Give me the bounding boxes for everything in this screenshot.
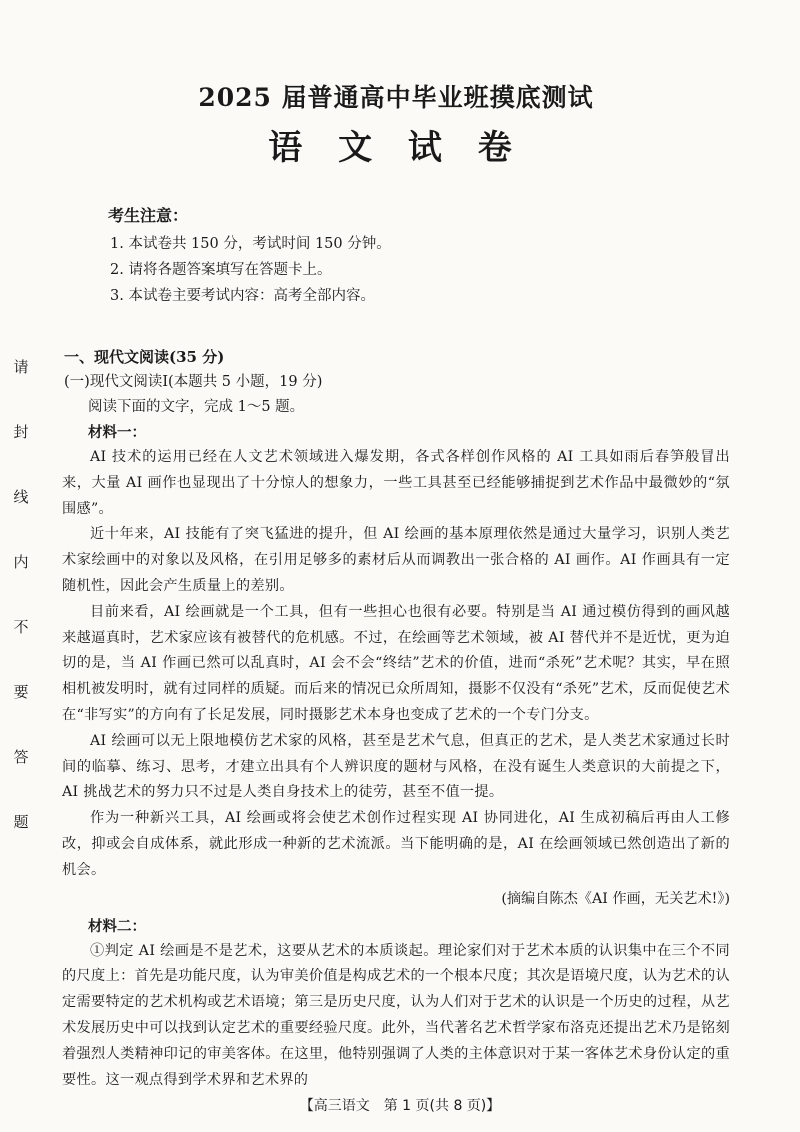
notice-item: 1. 本试卷共 150 分，考试时间 150 分钟。 bbox=[110, 236, 391, 252]
notice-item: 3. 本试卷主要考试内容：高考全部内容。 bbox=[110, 288, 375, 304]
material-1-source: (摘编自陈杰《AI 作画，无关艺术!》) bbox=[501, 890, 730, 907]
notice-heading: 考生注意： bbox=[108, 206, 189, 225]
side-note-char: 内 bbox=[13, 553, 29, 571]
exam-page bbox=[62, 68, 730, 1093]
material-1-paragraph: AI 绘画可以无上限地模仿艺术家的风格，甚至是艺术气息，但真正的艺术，是人类艺术家通过长时间的临摹、练习、思考，才建立出具有个人辨识度的题材与风格，在没有诞生人类意识的大前提之下，AI 挑战艺术的努力只不过是人类自身技术上的徒劳，甚至不值一提。 bbox=[62, 732, 730, 801]
side-note-char: 不 bbox=[13, 618, 29, 636]
section-title: 一、现代文阅读(35 分) bbox=[64, 348, 225, 366]
side-note-char: 题 bbox=[13, 813, 29, 831]
side-note-char: 封 bbox=[13, 423, 29, 441]
side-note-char: 答 bbox=[13, 748, 29, 766]
notice-list bbox=[110, 231, 730, 309]
material-2-label: 材料二： bbox=[88, 917, 146, 935]
material-1-paragraph: 近十年来，AI 技能有了突飞猛进的提升，但 AI 绘画的基本原理依然是通过大量学习，识别人类艺术家绘画中的对象以及风格，在引用足够多的素材后从而调教出一张合格的 AI 画作。AI 作画具有一定随机性，因此会产生质量上的差别。 bbox=[62, 526, 730, 594]
notice-item: 2. 请将各题答案填写在答题卡上。 bbox=[110, 262, 332, 278]
binding-line-note bbox=[10, 360, 32, 830]
exam-subject: 语 文 试 卷 bbox=[268, 128, 524, 168]
section-instruction: 阅读下面的文字，完成 1～5 题。 bbox=[88, 399, 305, 415]
material-1-label: 材料一： bbox=[88, 424, 146, 441]
material-1-paragraph: AI 技术的运用已经在人文艺术领域进入爆发期，各式各样创作风格的 AI 工具如雨后春笋般冒出来，大量 AI 画作也显现出了十分惊人的想象力，一些工具甚至已经能够捕捉到艺术作品中最微妙的“氛围感”。 bbox=[62, 449, 730, 517]
material-2-paragraph: ①判定 AI 绘画是不是艺术，这要从艺术的本质谈起。理论家们对于艺术本质的认识集中在三个不同的尺度上：首先是功能尺度，认为审美价值是构成艺术的一个根本尺度；其次是语境尺度，认为艺术的认定需要特定的艺术机构或艺术语境；第三是历史尺度，认为人们对于艺术的认识是一个历史的过程，从艺术发展历史中可以找到认定艺术的重要经验尺度。此外，当代著名艺术哲学家布洛克还提出艺术乃是铭刻着强烈人类精神印记的审美客体。在这里，他特别强调了人类的主体意识对于某一客体艺术身份认定的重要性。这一观点得到学术界和艺术界的 bbox=[62, 942, 730, 1088]
section-subtitle: (一)现代文阅读Ⅰ(本题共 5 小题，19 分) bbox=[64, 374, 323, 390]
page-footer: 【高三语文 第 1 页(共 8 页)】 bbox=[299, 1098, 501, 1114]
side-note-char: 请 bbox=[13, 358, 29, 376]
exam-title: 2025 届普通高中毕业班摸底测试 bbox=[198, 83, 594, 112]
material-1-paragraph: 目前来看，AI 绘画就是一个工具，但有一些担心也很有必要。特别是当 AI 通过模仿得到的画风越来越逼真时，艺术家应该有被替代的危机感。不过，在绘画等艺术领域，被 AI 替代并不是近忧，更为迫切的是，当 AI 作画已然可以乱真时，AI 会不会“终结”艺术的价值，进而“杀死”艺术呢？其实，早在照相机被发明时，就有过同样的质疑。而后来的情况已众所周知，摄影不仅没有“杀死”艺术，反而促使艺术在“非写实”的方向有了长足发展，同时摄影艺术本身也变成了艺术的一个专门分支。 bbox=[62, 603, 730, 723]
side-note-char: 线 bbox=[13, 488, 29, 506]
material-1-paragraph: 作为一种新兴工具，AI 绘画或将会使艺术创作过程实现 AI 协同进化，AI 生成初稿后再由人工修改，抑或会自成体系，就此形成一种新的艺术流派。当下能明确的是，AI 在绘画领域已然创造出了新的机会。 bbox=[62, 810, 730, 878]
side-note-char: 要 bbox=[13, 683, 29, 701]
